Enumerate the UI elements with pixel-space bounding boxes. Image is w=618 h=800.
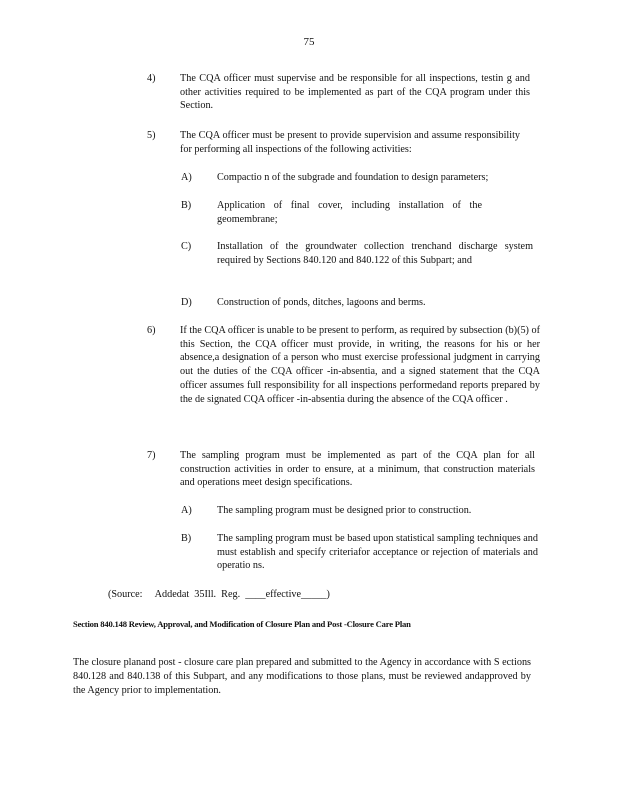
list-item-number: B) (181, 533, 192, 544)
list-item-text: The sampling program must be based upon statistical sampling techniques and must establish and specify criteriafor acceptance or rejection of materials and operatio ns. (217, 533, 538, 572)
list-item-text: Compactio n of the subgrade and foundation to design parameters; (217, 172, 489, 183)
list-item-text: Application of final cover, including installation of the geomembrane; (217, 200, 482, 225)
list-item-number: 5) (147, 130, 156, 141)
list-item-number: 7) (147, 450, 156, 461)
list-item-number: 6) (147, 325, 156, 336)
section-heading: Section 840.148 Review, Approval, and Modification of Closure Plan and Post -Closure Care Plan (73, 619, 411, 629)
list-item-number: C) (181, 241, 192, 252)
list-item-number: A) (181, 172, 192, 183)
source-note: (Source: Addedat 35Ill. Reg. ____effective_____) (108, 589, 330, 600)
body-paragraph: The closure planand post - closure care plan prepared and submitted to the Agency in accordance with S ections 840.128 and 840.138 of this Subpart, and any modifications to those plans, must be reviewed andapproved by the Agency prior to implementation. (73, 657, 531, 696)
list-item-number: A) (181, 505, 192, 516)
list-item-number: 4) (147, 73, 156, 84)
list-item-text: The CQA officer must supervise and be responsible for all inspections, testin g and other activities required to be implemented as part of the CQA program under this Section. (180, 73, 530, 112)
list-item-text: The sampling program must be designed prior to construction. (217, 505, 472, 516)
list-item-text: Installation of the groundwater collection trenchand discharge system required by Sections 840.120 and 840.122 of this Subpart; and (217, 241, 533, 266)
list-item-text: Construction of ponds, ditches, lagoons and berms. (217, 297, 426, 308)
list-item-number: D) (181, 297, 192, 308)
page-number: 75 (303, 36, 315, 48)
list-item-text: If the CQA officer is unable to be present to perform, as required by subsection (b)(5) of this Section, the CQA officer must provide, in writing, the reasons for his or her absence,a designation of a person who must exercise professional judgment in carrying out the duties of the CQA officer -in-absentia, and a signed statement that the CQA officer assumes full responsibility for all inspections performedand reports prepared by the de signated CQA officer -in-absentia during the absence of the CQA officer . (180, 325, 540, 405)
list-item-text: The CQA officer must be present to provide supervision and assume responsibility for performing all inspections of the following activities: (180, 130, 520, 155)
list-item-text: The sampling program must be implemented as part of the CQA plan for all construction activities in order to ensure, at a minimum, that construction materials and operations meet design specifications. (180, 450, 535, 489)
list-item-number: B) (181, 200, 192, 211)
